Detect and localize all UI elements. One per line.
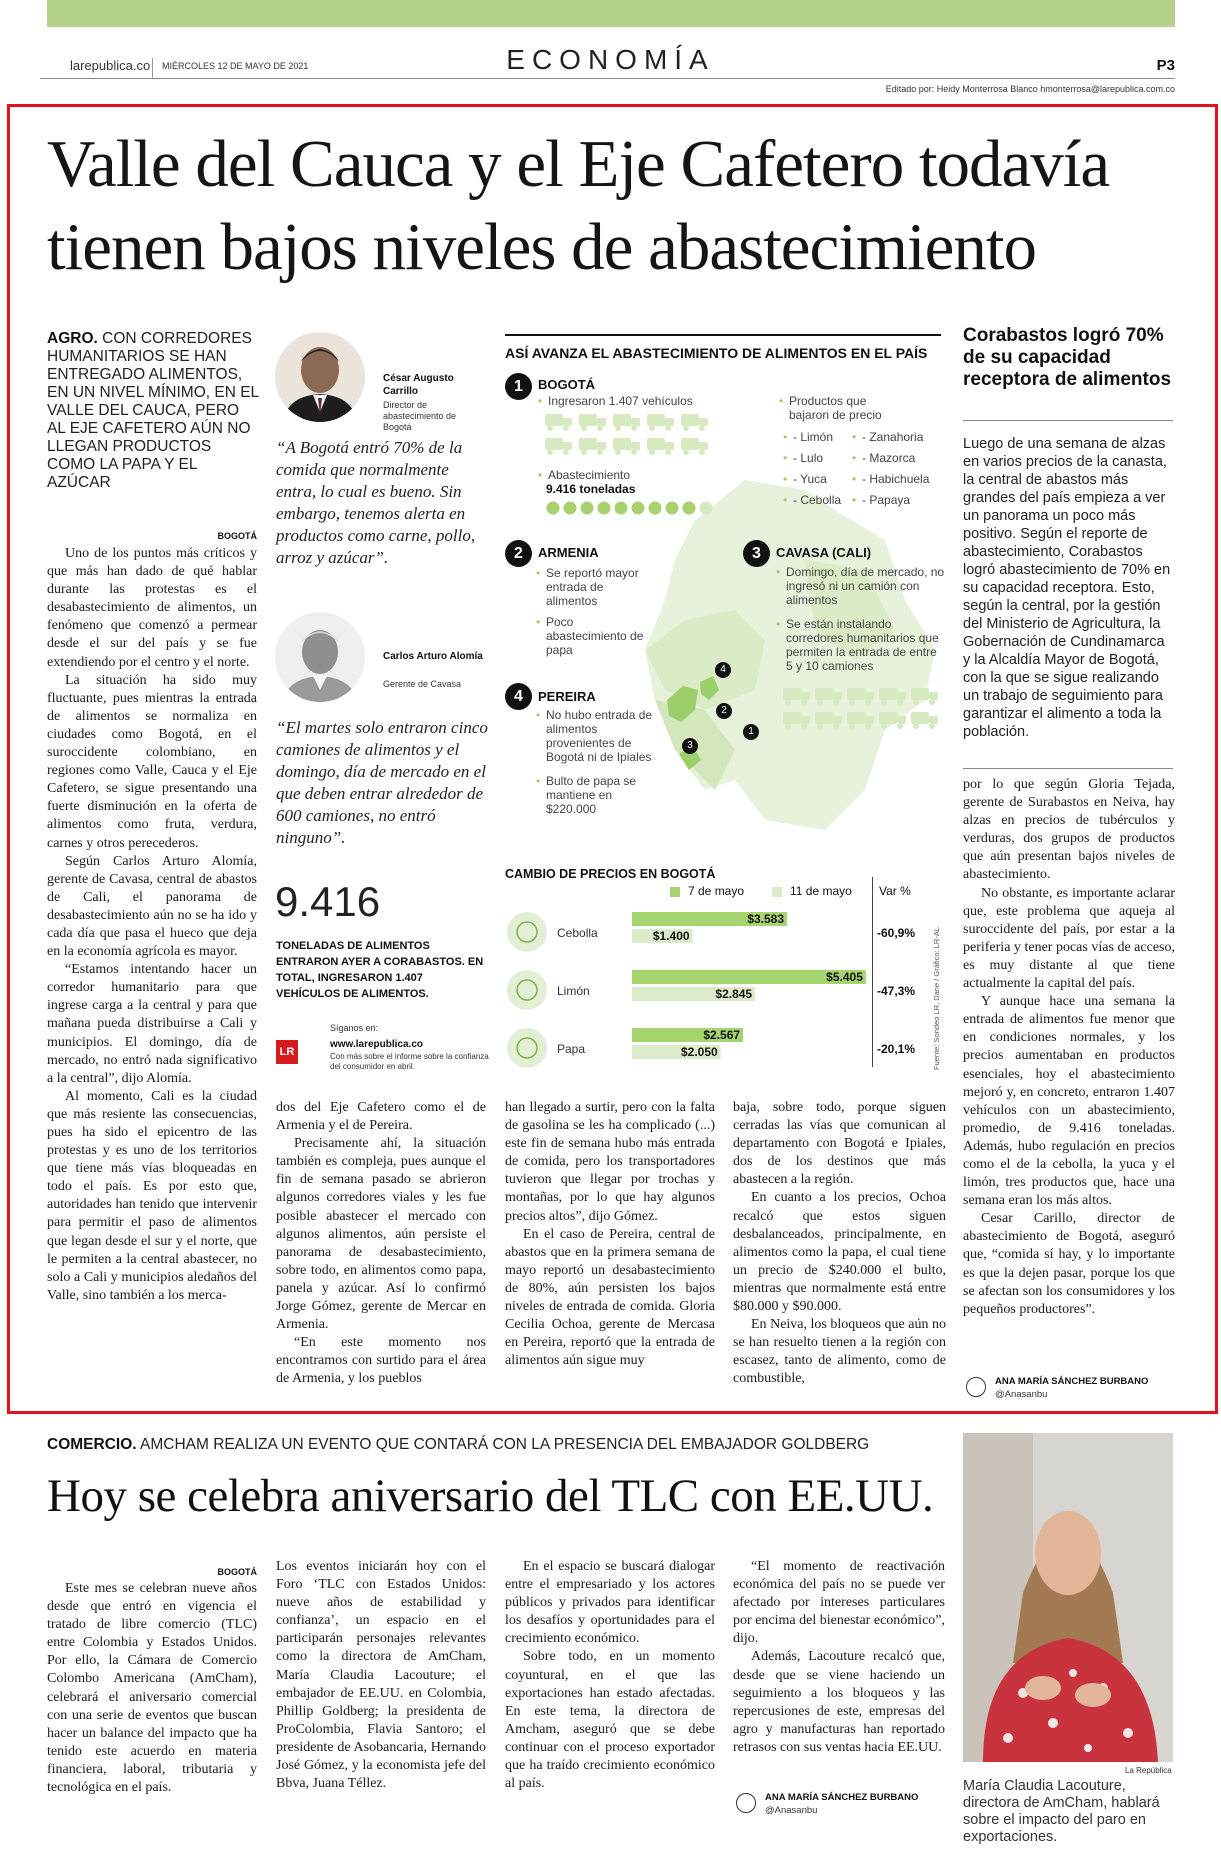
lead-kicker: AGRO. — [47, 330, 98, 347]
truck-icon — [647, 438, 674, 455]
marker-3: 3 — [743, 540, 770, 567]
region-title: BOGOTÁ — [538, 377, 596, 392]
person-role: Gerente de Cavasa — [383, 679, 462, 689]
truck-icon — [911, 688, 938, 705]
product-icon — [507, 912, 547, 952]
products-title: • Productos que bajaron de precio — [789, 394, 909, 422]
map-pin-3: 3 — [682, 738, 698, 754]
product-item: • - Cebolla — [793, 493, 841, 507]
infographic-title: ASÍ AVANZA EL ABASTECIMIENTO DE ALIMENTOS EN EL PAÍS — [505, 345, 928, 361]
dateline-city: BOGOTÁ — [217, 531, 257, 541]
article-column-5 — [963, 776, 1175, 1366]
second-column-4 — [733, 1558, 945, 1776]
dateline-city: BOGOTÁ — [217, 1567, 257, 1577]
truck-icon — [815, 688, 842, 705]
paragraph: Según Carlos Arturo Alomía, gerente de Cavasa, central de abastos de Cali, el panorama de desabastecimiento aún no se ha ido y cada día que pasa el hueco que deja en la economía agrícola es mayor. — [47, 853, 257, 960]
second-column-1 — [47, 1580, 257, 1850]
truck-icon — [613, 438, 640, 455]
chart-source: Fuente: Sondeo LR, Dane / Gráfico: LR-AL — [932, 927, 941, 1070]
truck-icon — [783, 712, 810, 729]
product-item: • - Papaya — [862, 493, 910, 507]
paragraph: por lo que según Gloria Tejada, gerente de Surabastos en Neiva, hay alzas en precios de tubérculos y verduras, dos grupos de productos que aún presentan bajos niveles de abastecimiento. — [963, 777, 1175, 883]
lr-logo: LR — [276, 1040, 298, 1064]
paragraph: Además, Lacouture recalcó que, desde que se viene haciendo un seguimiento a los bloqueos y las repercusiones de este, empresas del agro y manufacturas han reportado retrasos con sus ventas hacia EE.UU. — [733, 1649, 945, 1755]
second-column-3 — [505, 1558, 715, 1850]
region-title: ARMENIA — [538, 545, 599, 560]
pull-quote: “El martes solo entraron cinco camiones de alimentos y el domingo, día de mercado en el que deben entrar alrededor de 600 camiones, no entró ninguno”. — [276, 718, 488, 847]
truck-icon — [847, 688, 874, 705]
map-pin-4: 4 — [715, 662, 731, 678]
product-icon — [507, 1028, 547, 1068]
bullet: • Poco abastecimiento de papa — [546, 615, 651, 657]
product-icon — [507, 970, 547, 1010]
article-column-3 — [505, 1099, 715, 1403]
truck-icon — [681, 438, 708, 455]
paragraph: Este mes se celebran nueve años desde que entró en vigencia el tratado de libre comercio (TLC) entre Colombia y Estados Unidos. Por ello, la Cámara de Comercio Colombo Americana (AmCham), celebrará el aniversario comercial con una serie de eventos que buscan hacer un balance del impacto que ha tenido este acuerdo en materia financiera, laboral, tributaria y tecnológica en el país. — [47, 1581, 257, 1796]
bullet: • Bulto de papa se mantiene en $220.000 — [546, 774, 656, 816]
paragraph: han llegado a surtir, pero con la falta de gasolina se les ha complicado (...) este fin de semana hubo más entrada de comida, pero los transportadores tuvieron que llegar por trochas y montañas, por lo que hay algunos precios altos”, dijo Gómez. — [505, 1100, 715, 1224]
header-rule — [40, 78, 1175, 79]
paragraph: baja, sobre todo, porque siguen cerradas las vías que comunican al departamento con Bogotá e Ipiales, dos de los destinos que más abastecen a la región. — [733, 1100, 946, 1188]
article-column-2 — [276, 1099, 486, 1403]
second-column-2 — [276, 1558, 486, 1850]
legend-label: 11 de mayo — [790, 884, 852, 898]
top-color-bar — [47, 0, 1175, 27]
page-number: P3 — [1156, 57, 1175, 74]
product-item: • - Lulo — [793, 451, 823, 465]
truck-icon — [911, 712, 938, 729]
bar-value-label: $2.050 — [681, 1045, 718, 1059]
product-item: • - Yuca — [793, 472, 827, 486]
paragraph: Precisamente ahí, la situación también es compleja, pues aunque el fin de semana pasado se abrieron algunos corredores viales y les fue posible abastecer el mercado con algunos alimentos, aún persiste el panorama de desabastecimiento, sobre todo, en alimentos como papa, panela y azúcar. Así lo confirmó Jorge Gómez, gerente de Mercar en Armenia. — [276, 1136, 486, 1333]
second-headline: Hoy se celebra aniversario del TLC con EE.UU. — [47, 1470, 934, 1522]
bullet: • Domingo, día de mercado, no ingresó ni un camión con alimentos — [786, 565, 946, 607]
follow-label: Síganos en: — [330, 1023, 379, 1033]
map-pin-2: 2 — [716, 703, 732, 719]
person-name: César Augusto Carrillo — [383, 373, 454, 397]
big-number-caption: TONELADAS DE ALIMENTOS ENTRARON AYER A CORABASTOS. EN TOTAL, INGRESARON 1.407 VEHÍCULOS DE ALIMENTOS. — [276, 940, 484, 1000]
paragraph: En cuanto a los precios, Ochoa recalcó que estos siguen desbalanceados, principalmente, en alimentos como la papa, el cual tiene un precio de $240.000 el bulto, mientras que normalmente está entre $80.000 y $90.000. — [733, 1190, 946, 1315]
second-kicker: COMERCIO. AMCHAM REALIZA UN EVENTO QUE CONTARÁ CON LA PRESENCIA DEL EMBAJADOR GOLDBERG — [47, 1436, 870, 1453]
article-column-1 — [47, 545, 257, 1403]
paragraph: Y aunque hace una semana la entrada de alimentos fue menor que en condiciones normales, y los precios aumentaban en productos esenciales, hoy el abastecimiento mejoró y, en concreto, entraron 1.407 vehículos con un abastecimiento, promedio, de 9.416 toneladas. Además, hubo regulación en precios como el de la cebolla, la yuca y el limón, tres productos que, hace una semana eran los más altos. — [963, 994, 1175, 1209]
follow-note: Con más sobre el informe sobre la confianza del consumidor en abril. — [330, 1052, 489, 1071]
supply-dots — [546, 500, 726, 516]
issue-date: MIÉRCOLES 12 DE MAYO DE 2021 — [162, 61, 309, 71]
paragraph: “En este momento nos encontramos con surtido para el área de Armenia, y los pueblos — [276, 1335, 486, 1387]
article-column-4 — [733, 1099, 946, 1403]
paragraph: Al momento, Cali es la ciudad que más resiente las consecuencias, pues ha sido el epicentro de las protestas y es uno de los territorios que tiene más vías bloqueadas en todo el país. Es por esto que, autoridades han tenido que intervenir para permitir el paso de alimentos que legan desde el sur y el norte, que le permiten a la central abastecer, no solo a Cali y municipios aledaños del Valle, sino también a los merca- — [47, 1088, 257, 1303]
sidebar-rule — [963, 420, 1173, 421]
editor-credit: Editado por: Heidy Monterrosa Blanco hmonterrosa@larepublica.com.co — [885, 84, 1175, 94]
follow-link[interactable]: www.larepublica.co — [330, 1039, 423, 1050]
truck-icon — [783, 688, 810, 705]
photo-caption: María Claudia Lacouture, directora de AmCham, hablará sobre el impacto del paro en exportaciones. — [963, 1778, 1160, 1845]
truck-icon — [879, 712, 906, 729]
truck-icon — [579, 414, 606, 431]
section-title: ECONOMÍA — [506, 44, 715, 75]
marker-1: 1 — [505, 373, 532, 400]
photo-credit: La República — [1125, 1766, 1172, 1775]
price-chart — [505, 900, 945, 1070]
product-item: • - Limón — [793, 430, 833, 444]
paragraph: En Neiva, los bloqueos que aún no se han resuelto tienen a la región con escasez, tanto de alimento, como de combustible, — [733, 1317, 946, 1387]
photo-lacouture — [963, 1433, 1173, 1762]
author-icon — [736, 1793, 756, 1813]
sidebar-title: Corabastos logró 70% de su capacidad receptora de alimentos — [963, 325, 1172, 390]
var-header: Var % — [879, 884, 911, 898]
person-name: Carlos Arturo Alomía — [383, 651, 483, 662]
paragraph: En el caso de Pereira, central de abastos que en la primera semana de mayo reportó un desabastecimiento de 80%, aún persisten los bajos niveles de entrada de comida. Gloria Cecilia Ochoa, gerente de Mercasa en Pereira, reportó que la entrada de alimentos aún sigue muy — [505, 1226, 715, 1369]
headline-line-2: tienen bajos niveles de abastecimiento — [47, 210, 1036, 284]
region-title: CAVASA (CALI) — [776, 545, 872, 560]
marker-2: 2 — [505, 540, 532, 567]
truck-icons — [783, 686, 939, 730]
truck-icons — [545, 412, 745, 456]
byline-handle: @Anasanbu — [995, 1389, 1048, 1400]
paragraph: En el espacio se buscará dialogar entre el empresariado y los actores públicos y privados para identificar los desafíos y oportunidades para el crecimiento económico. — [505, 1559, 715, 1647]
variation-label: -20,1% — [877, 1042, 916, 1056]
legend-swatch-may7 — [670, 887, 680, 897]
paragraph: Cesar Carillo, director de abastecimiento de Bogotá, aseguró que, “comida sí hay, y lo importante es que la dejen pasar, porque los que se afectan son los consumidores y los pequeños productores”. — [963, 1211, 1175, 1317]
author-icon — [966, 1377, 986, 1397]
bar-value-label: $3.583 — [747, 912, 785, 926]
bar-value-label: $5.405 — [826, 970, 863, 984]
bar-value-label: $2.845 — [715, 987, 753, 1001]
legend-swatch-may11 — [772, 887, 782, 897]
category-label: Papa — [557, 1042, 586, 1056]
bullet: • Ingresaron 1.407 vehículos — [548, 394, 768, 408]
sidebar-bottom-rule — [963, 768, 1173, 769]
person-role: Director de abastecimiento de Bogotá — [383, 400, 457, 432]
paragraph: La situación ha sido muy fluctuante, pues mientras la entrada de alimentos se normaliza en ciudades como Bogotá, en el suroccidente colombiano, en regiones como Valle, Cauca y el Eje Cafetero, se sigue presentando una fuerte disminución en la oferta de alimentos como fruta, verdura, carnes y otros perecederos. — [47, 672, 257, 851]
truck-icon — [847, 712, 874, 729]
byline-name: ANA MARÍA SÁNCHEZ BURBANO — [995, 1376, 1149, 1387]
paragraph: Sobre todo, en un momento coyuntural, en el que las exportaciones han estado afectadas. En este tema, la directora de Amcham, aseguró que se debe continuar con el proceso exportador que ha traído crecimiento económico al país. — [505, 1649, 715, 1792]
paragraph: dos del Eje Cafetero como el de Armenia y el de Pereira. — [276, 1100, 486, 1134]
bullet: • Se reportó mayor entrada de alimentos — [546, 566, 651, 608]
paragraph: Uno de los puntos más críticos y que más han dado de qué hablar durante las protestas es el desabastecimiento de alimentos, un fenómeno que comenzó a permear desde el sur del país y se fue extendiendo por el centro y el norte. — [47, 546, 257, 670]
byline-name: ANA MARÍA SÁNCHEZ BURBANO — [765, 1792, 919, 1803]
category-label: Cebolla — [557, 926, 598, 940]
product-item: • - Habichuela — [862, 472, 929, 486]
sidebar-body: Luego de una semana de alzas en varios precios de la canasta, la central de abastos más grandes del país empieza a ver un panorama un poco más positivo. Según el reporte de abastecimiento, Corabastos logró abastecimiento de 70% en su capacidad receptora. Esto, según la central, por la gestión del Ministerio de Agricultura, la Gobernación de Cundinamarca y la Alcaldía Mayor de Bogotá, con la que se sigue realizando un trabajo de seguimiento para garantizar el alimento a toda la población. — [963, 436, 1171, 740]
variation-label: -47,3% — [877, 984, 916, 998]
paragraph: “Estamos intentando hacer un corredor humanitario para que ingrese carga a la central y para que mañana pueda distribuirse a Cali y municipios. El domingo, día de mercado, no entró nada significativo a la central”, dijo Alomía. — [47, 962, 257, 1086]
region-title: PEREIRA — [538, 689, 596, 704]
truck-icon — [879, 688, 906, 705]
avatar-cesar-carrillo — [275, 332, 365, 422]
product-item: • - Zanahoria — [862, 430, 923, 444]
truck-icon — [613, 414, 640, 431]
paragraph: “El momento de reactivación económica del país no se puede ver afectado por intereses particulares por encima del bienestar económico”, dijo. — [733, 1559, 945, 1647]
site-name: larepublica.co — [70, 58, 151, 73]
map-pin-1: 1 — [743, 724, 759, 740]
variation-label: -60,9% — [877, 926, 916, 940]
bullet: • Se están instalando corredores humanitarios que permiten la entrada de entre 5 y 10 camiones — [786, 617, 946, 673]
big-number: 9.416 — [275, 878, 381, 925]
bullet-label: • Abastecimiento — [548, 468, 698, 482]
byline-handle: @Anasanbu — [765, 1805, 818, 1816]
legend-label: 7 de mayo — [688, 884, 745, 898]
category-label: Limón — [557, 984, 590, 998]
paragraph: Los eventos iniciarán hoy con el Foro ‘TLC con Estados Unidos: nueve años de estabilidad y confianza’, un espacio en el participarán personajes relevantes como la directora de AmCham, María Claudia Lacouture; el embajador de EE.UU. en Colombia, Phillip Goldberg; la presidenta de ProColombia, Flavia Santoro; el presidente de Asobancaria, Hernando José Gómez, y la economista jefe del Bbva, Juana Téllez. — [276, 1559, 486, 1792]
truck-icon — [545, 414, 572, 431]
supply-value: 9.416 toneladas — [546, 482, 636, 496]
truck-icon — [579, 438, 606, 455]
marker-4: 4 — [505, 683, 532, 710]
paragraph: No obstante, es importante aclarar que, este problema que aqueja al suroccidente del país, por estar a la periferia y tener pocas vías de acceso, es muy distante al que tiene actualmente la capital del país. — [963, 885, 1175, 992]
truck-icon — [647, 414, 674, 431]
bar-value-label: $1.400 — [652, 929, 690, 943]
lead-body: CON CORREDORES HUMANITARIOS SE HAN ENTREGADO ALIMENTOS, EN UN NIVEL MÍNIMO, EN EL VALLE DEL CAUCA, PERO AL EJE CAFETERO AÚN NO LLEGAN PRODUCTOS COMO LA PAPA Y EL AZÚCAR — [47, 330, 259, 491]
bar-value-label: $2.567 — [703, 1028, 741, 1042]
pull-quote: “A Bogotá entró 70% de la comida que normalmente entra, lo cual es bueno. Sin embargo, tenemos alerta en productos como carne, pollo, arroz y azúcar”. — [276, 438, 476, 567]
product-item: • - Mazorca — [862, 451, 915, 465]
truck-icon — [681, 414, 708, 431]
headline-line-1: Valle del Cauca y el Eje Cafetero todavía — [47, 127, 1110, 201]
truck-icon — [545, 438, 572, 455]
lead-text — [47, 330, 259, 492]
avatar-carlos-alomia — [275, 612, 365, 702]
chart-title: CAMBIO DE PRECIOS EN BOGOTÁ — [505, 867, 716, 881]
bullet: • No hubo entrada de alimentos provenientes de Bogotá ni de Ipiales — [546, 708, 656, 764]
truck-icon — [815, 712, 842, 729]
infographic-top-rule — [505, 334, 941, 336]
